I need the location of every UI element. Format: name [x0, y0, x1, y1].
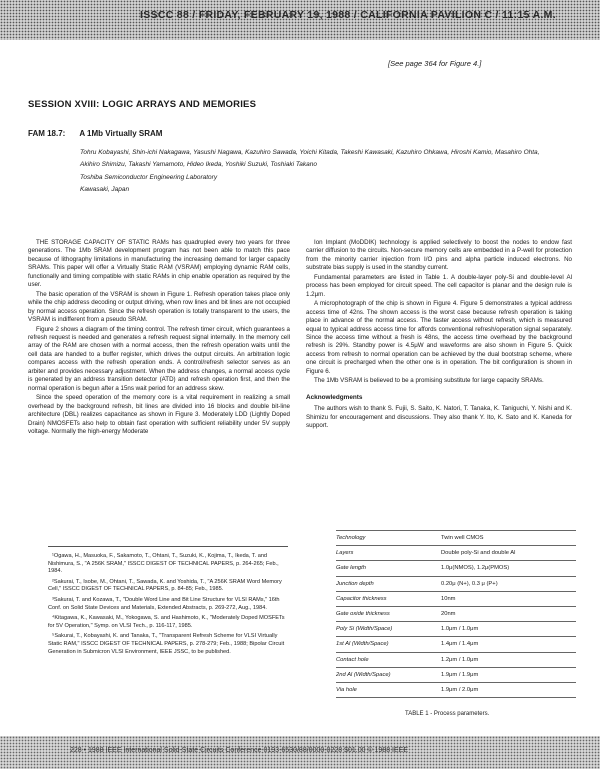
acknowledgments-heading: Acknowledgments [306, 393, 363, 401]
table-row [336, 576, 576, 591]
paragraph: Figure 2 shows a diagram of the timing control. The refresh timer circuit, which guarantees a refresh request is needed and generates a refresh request signal internally. In the memory cell array of the RAM are chosen with a normal access, then the refresh operation waits until the cell data are handed to a buffer register, which drives the output circuits. An arbitration logic compares access with the refresh operation ends. A control/refresh selector serves as an arbiter and provides necessary adjustment. When the address changes, a normal access cycle is generated by an address transition detector (ATD) and refresh operation first, and then the normal operation is begun after a 15ns wait period for an address skew. [28, 325, 290, 392]
reference-item: ⁴Kitagawa, K., Kawasaki, M., Yokogawa, S. and Hashimoto, K., "Moderately Doped MOSFETs for 5V Operation," Symp. on VLSI Tech., p. 116-117, 1985. [48, 615, 285, 629]
table-caption: TABLE 1 - Process parameters. [405, 711, 490, 717]
param-value: 1.9μm / 2.0μm [441, 682, 576, 697]
param-name: Layers [336, 546, 441, 561]
paper-title-text: A 1Mb Virtually SRAM [79, 129, 163, 138]
figure-reference-note: [See page 364 for Figure 4.] [388, 59, 482, 68]
location: Kawasaki, Japan [80, 186, 130, 194]
paragraph: The 1Mb VSRAM is believed to be a promising substitute for large capacity SRAMs. [314, 377, 544, 385]
param-value: 10nm [441, 591, 576, 606]
param-name: Poly Si (Width/Space) [336, 622, 441, 637]
param-name: 1st Al (Width/Space) [336, 637, 441, 652]
param-value: 1.0μm / 1.0μm [441, 622, 576, 637]
param-name: Via hole [336, 682, 441, 697]
paper-title [28, 129, 176, 138]
reference-item: ⁵Sakurai, T., Kobayashi, K. and Tanaka, T., "Transparent Refresh Scheme for VLSI Virtually Static RAM," ISSCC DIGEST OF TECHNICAL PAPERS, p. 278-279; Feb., 1988; Bipolar Circuit Generation in Submicron VLSI Environment, IEEE JSSC, to be published. [48, 633, 285, 655]
paragraph: A microphotograph of the chip is shown in Figure 4. Figure 5 demonstrates a typical address access time of 42ns. The shown access is the worst case because refresh operation is taking place in advance of the normal access. The faster access without refresh, which is measured equal to typical address access time for affords conventional refresh/operation signal separately. Since the access time without a fresh is 48ns, the access time overhead by the background refresh is 29%. Standby power is 4.5μW and waveforms are also shown in Figure 5. Quick access from refresh to normal operation can be achieved by the dual bootstrap scheme, where one circuit is precharged when the other one is in operation. The bit configuration is shown in Figure 6. [306, 300, 572, 375]
footer-text: 228 • 1988 IEEE International Solid-State Circuits Conference 0193-6530/88/0000-0228 $01.00 © 1988 IEEE [70, 747, 409, 754]
param-name: 2nd Al (Width/Space) [336, 667, 441, 682]
paragraph: Fundamental parameters are listed in Table 1. A double-layer poly-Si and double-level Al process has been employed for circuit speed. The cell capacitor is planar and the design rule is 1.2μm. [306, 273, 572, 298]
param-value: Double poly-Si and double Al [441, 546, 576, 561]
table-row [336, 561, 576, 576]
param-value: 0.20μ (N+), 0.3 μ (P+) [441, 576, 576, 591]
table-row [336, 637, 576, 652]
author-list: Tohru Kobayashi, Shin-ichi Nakagawa, Yasushi Nagawa, Kazuhiro Sawada, Yoichi Kitada, Takeshi Kawasaki, Kazuhiro Ohkawa, Hiroshi Kamio, Masahiro Ohta, Akihiro Shimizu, Takashi Yamamoto, Hideo Ikeda, Yoshiki Suzuki, Toshiaki Takano [80, 149, 540, 169]
table-row [336, 652, 576, 667]
paragraph: Ion Implant (MoDDIK) technology is applied selectively to boost the nodes to endow fast carrier diffusion to the circuits. Non-secure memory cells are embedded in a P-well for protection from the minority carrier injection from I/O pins and alpha particle induced electrons. No substrate bias supply is used in the standby current. [306, 239, 572, 272]
body-column-left [28, 239, 290, 437]
paragraph: THE STORAGE CAPACITY OF STATIC RAMs has quadrupled every two years for three generations. The 1Mb SRAM development program has not been able to match this pace because of lithography limitations in manufacturing the increasing demand for larger capacity SRAMs. This paper will offer a Virtually Static RAM (VSRAM) employing dynamic RAM cells, functionally and timing compatible with static RAMs in chip enable operation as required by the user. [28, 239, 290, 289]
paragraph: Since the speed operation of the memory core is a vital requirement in realizing a small overhead by the background refresh, bit lines are divided into 16 blocks and double bit-line architecture (DBL) realizes capacitance as shown in Figure 3. Moderately LDD (Lightly Doped Drain) NMOSFETs also help to obtain fast operation with sufficient reliability under 5V supply voltage. Normally the high-energy Moderate [28, 394, 290, 435]
organization: Toshiba Semiconductor Engineering Laboratory [80, 173, 218, 181]
param-name: Capacitor thickness [336, 591, 441, 606]
table-row [336, 606, 576, 621]
process-parameters-table [336, 530, 576, 698]
acknowledgments-text: The authors wish to thank S. Fujii, S. Saito, K. Natori, T. Tanaka, K. Taniguchi, Y. Nishi and K. Shimizu for encouragement and discussions. They also thank Y. Ito, K. Sato and K. Kaneda for support. [306, 405, 572, 430]
table-row [336, 591, 576, 606]
body-column-right [306, 239, 572, 432]
reference-item: ²Sakurai, T., Isobe, M., Ohtani, T., Sawada, K. and Yoshida, T., "A 256K SRAM Word Memory Cell," ISSCC DIGEST OF TECHNICAL PAPERS, p. 84-85; Feb., 1985. [48, 578, 282, 593]
param-value: 1.9μm / 1.9μm [441, 667, 576, 682]
param-name: Contact hole [336, 652, 441, 667]
paragraph: The basic operation of the VSRAM is shown in Figure 1. Refresh operation takes place only while the chip address decoding or output driving, when row lines and bit lines are not occupied by normal access operation. Since the refresh operation is totally transparent to the users, the VSRAM is indifferent from a pseudo SRAM. [28, 290, 290, 324]
author-block [80, 147, 550, 197]
table-row [336, 531, 576, 546]
param-value: 20nm [441, 606, 576, 621]
param-value: 1.4μm / 1.4μm [441, 637, 576, 652]
header-banner [0, 0, 600, 40]
reference-item: ¹Ogawa, H., Masuoka, F., Sakamoto, T., Ohtani, T., Suzuki, K., Kojima, T., Ikeda, T. and Nishimura, S., "A 256K SRAM," ISSCC DIGEST OF TECHNICAL PAPERS, p. 264-265; Feb., 1984. [48, 553, 279, 575]
param-name: Junction depth [336, 576, 441, 591]
param-value: 1.2μm / 1.0μm [441, 652, 576, 667]
param-name: Technology [336, 531, 441, 546]
banner-text: ISSCC 88 / FRIDAY, FEBRUARY 19, 1988 / CALIFORNIA PAVILION C / 11:15 A.M. [140, 9, 556, 21]
table-row [336, 546, 576, 561]
param-name: Gate length [336, 561, 441, 576]
references [48, 546, 288, 659]
footer-banner [0, 736, 600, 769]
table-row [336, 682, 576, 697]
session-title: SESSION XVIII: LOGIC ARRAYS AND MEMORIES [28, 99, 257, 110]
param-value: Twin well CMOS [441, 531, 576, 546]
param-name: Gate oxide thickness [336, 606, 441, 621]
table-row [336, 667, 576, 682]
table-row [336, 622, 576, 637]
paper-number: FAM 18.7: [28, 129, 66, 138]
reference-item: ³Sakurai, T. and Kozawa, T., "Double Word Line and Bit Line Structure for VLSI RAMs," 16th Conf. on Solid State Devices and Materials, Extended Abstracts, p. 269-272, Aug., 1984. [48, 596, 280, 611]
param-value: 1.0μ(NMOS), 1.2μ(PMOS) [441, 561, 576, 576]
